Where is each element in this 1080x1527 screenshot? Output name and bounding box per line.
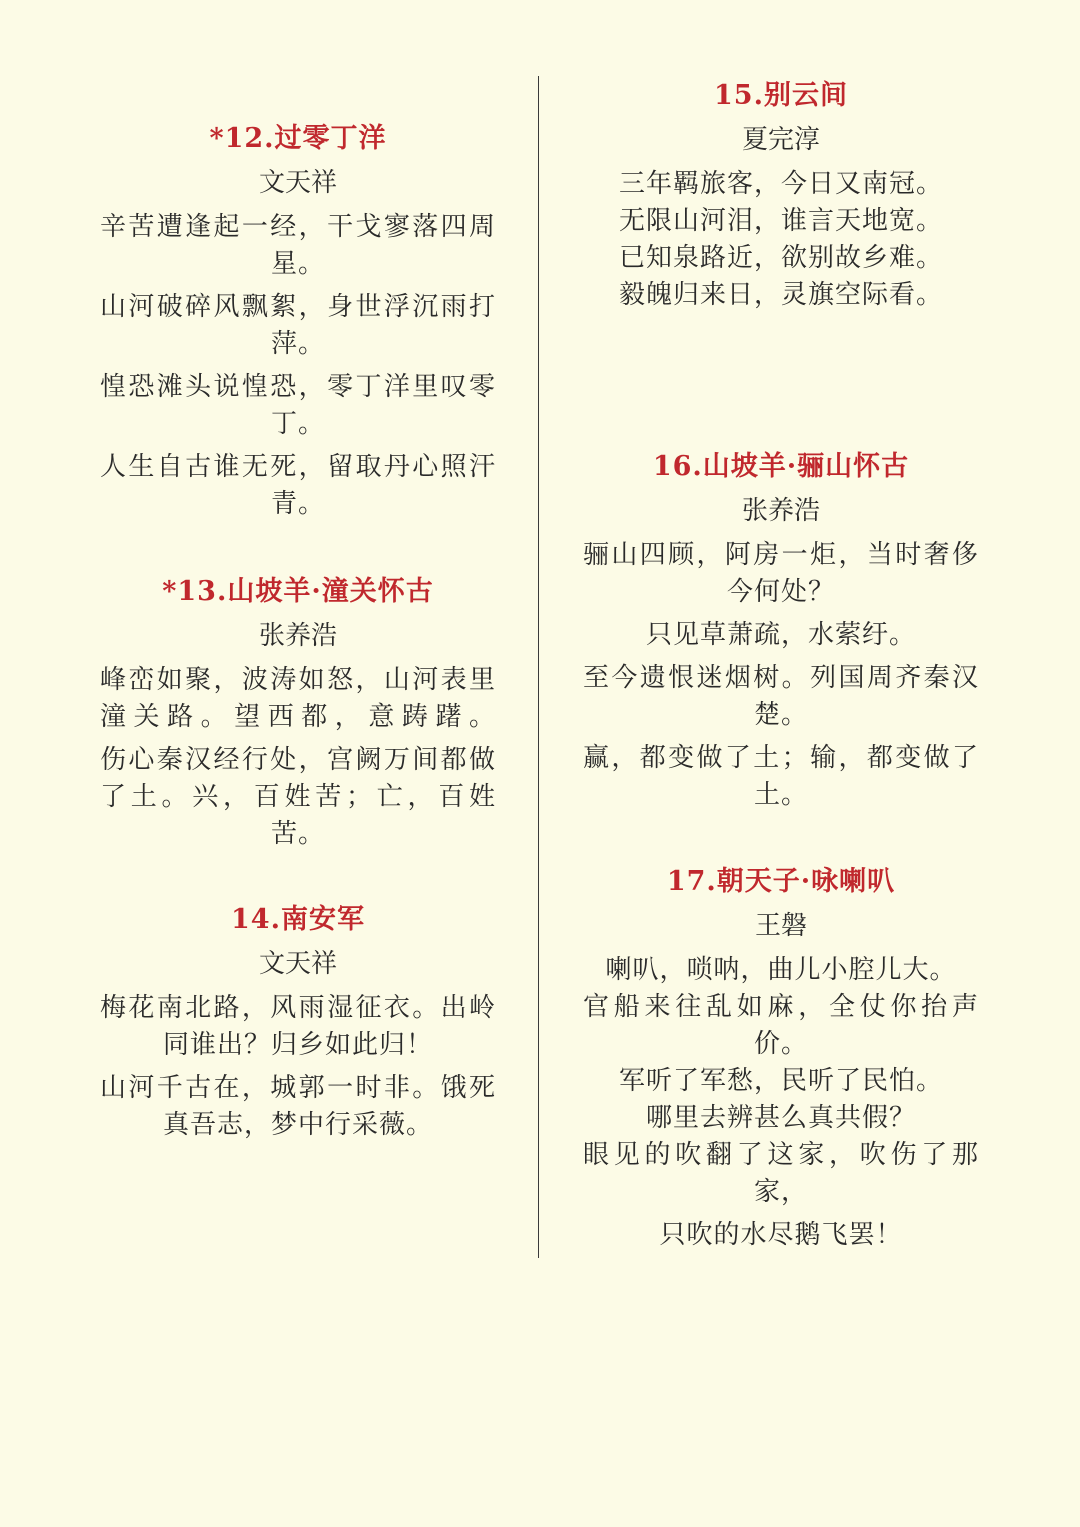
poem-author: 张养浩	[741, 496, 820, 526]
poem-line: 军听了军愁，民听了民怕。	[618, 1066, 943, 1096]
poem-line: 只见草萧疏，水萦纡。	[645, 620, 916, 650]
poem-line: 辛苦遭逢起一经，干戈寥落四周星。	[100, 212, 496, 279]
poem-line: 赢，都变做了土；输，都变做了土。	[583, 743, 979, 810]
poem-author: 文天祥	[258, 168, 337, 198]
poem-line: 人生自古谁无死，留取丹心照汗青。	[100, 452, 496, 519]
poem-line: 眼见的吹翻了这家，吹伤了那家，	[583, 1140, 979, 1207]
poem-line: 三年羁旅客，今日又南冠。	[618, 169, 943, 199]
poem-line: 至今遗恨迷烟树。列国周齐秦汉楚。	[583, 663, 979, 730]
poem-title: 16.山坡羊·骊山怀古	[652, 451, 910, 482]
poem-line: 山河千古在，城郭一时非。饿死真吾志，梦中行采薇。	[100, 1073, 496, 1140]
poem-17	[583, 862, 979, 1254]
poem-author: 张养浩	[258, 621, 337, 651]
poem-line: 官船来往乱如麻，全仗你抬声价。	[583, 992, 979, 1059]
poem-14	[100, 900, 496, 1144]
poem-title: 14.南安军	[231, 904, 365, 935]
poem-title: *12.过零丁洋	[209, 123, 387, 154]
column-divider	[538, 76, 539, 1258]
poem-author: 夏完淳	[741, 125, 820, 155]
poem-line: 喇叭，唢呐，曲儿小腔儿大。	[605, 955, 957, 985]
poem-author: 文天祥	[258, 949, 337, 979]
poem-16	[583, 447, 979, 814]
poem-13	[100, 572, 496, 853]
poem-title: 17.朝天子·咏喇叭	[666, 866, 896, 897]
poem-line: 伤心秦汉经行处，宫阙万间都做了土。兴，百姓苦；亡，百姓苦。	[100, 745, 496, 849]
poem-12	[100, 119, 496, 523]
poem-15	[583, 76, 979, 314]
poem-line: 哪里去辨甚么真共假？	[645, 1103, 916, 1133]
poem-line: 峰峦如聚，波涛如怒，山河表里潼关路。望西都，意踌躇。	[100, 665, 496, 732]
poem-line: 只吹的水尽鹅飞罢！	[659, 1220, 903, 1250]
poem-line: 无限山河泪，谁言天地宽。	[618, 206, 943, 236]
poem-line: 梅花南北路，风雨湿征衣。出岭同谁出？归乡如此归！	[100, 993, 496, 1060]
poem-line: 惶恐滩头说惶恐，零丁洋里叹零丁。	[100, 372, 496, 439]
poem-title: *13.山坡羊·潼关怀古	[162, 576, 434, 607]
poem-line: 骊山四顾，阿房一炬，当时奢侈今何处？	[583, 540, 979, 607]
poem-line: 山河破碎风飘絮，身世浮沉雨打萍。	[100, 292, 496, 359]
poem-title: 15.别云间	[714, 80, 848, 111]
poem-author: 王磐	[754, 911, 807, 941]
poem-line: 已知泉路近，欲别故乡难。	[618, 243, 943, 273]
poem-line: 毅魄归来日，灵旗空际看。	[618, 280, 943, 310]
